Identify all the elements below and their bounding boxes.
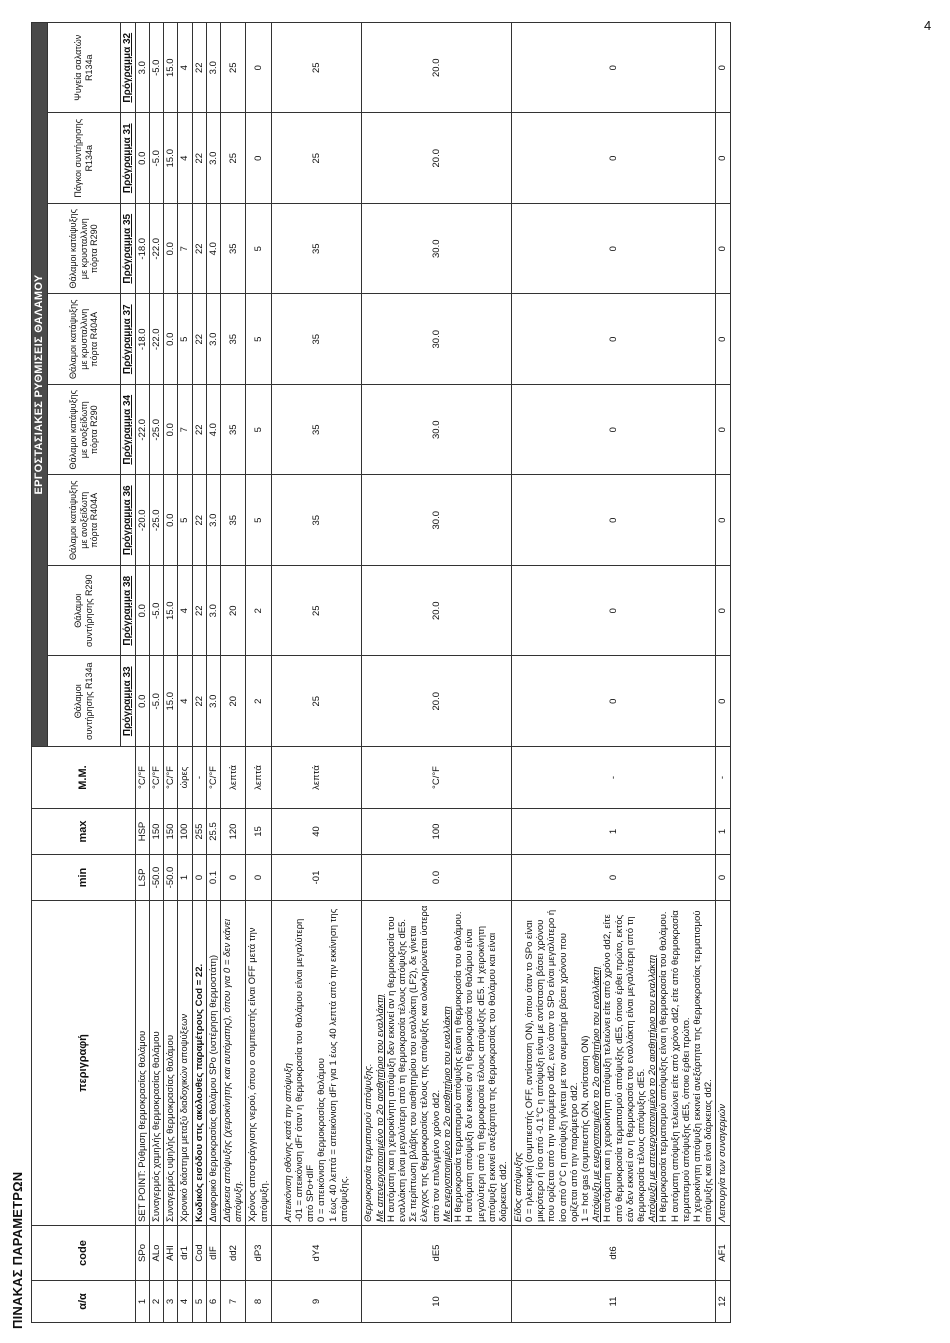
cell-program-value: 22 — [192, 204, 206, 295]
cell-program-value: 0 — [716, 22, 730, 113]
cell-program-value: 3.0 — [206, 475, 220, 566]
cell-code: dd2 — [220, 1226, 245, 1281]
header-factory-settings: ΕΡΓΟΣΤΑΣΙΑΚΕΣ ΡΥΘΜΙΣΕΙΣ ΘΑΛΑΜΟΥ — [32, 22, 48, 746]
table-row — [135, 22, 149, 1322]
cell-code: dIF — [206, 1226, 220, 1281]
cell-code: dP3 — [246, 1226, 271, 1281]
cell-min: -50.0 — [149, 855, 163, 901]
cell-unit: λεπτά — [220, 747, 245, 809]
cell-program-value: -5.0 — [149, 566, 163, 657]
cell-program-value: 20 — [220, 566, 245, 657]
cell-program-value: 0 — [511, 204, 716, 295]
cell-min: 0 — [246, 855, 271, 901]
cell-min: 1 — [178, 855, 192, 901]
cell-program-value: 4.0 — [206, 385, 220, 476]
cell-max: 40 — [271, 809, 361, 855]
cell-program-value: 22 — [192, 385, 206, 476]
cell-program-value: -25.0 — [149, 475, 163, 566]
cell-code: dt6 — [511, 1226, 716, 1281]
cell-program-value: 0.0 — [164, 475, 178, 566]
cell-unit: °C/°F — [361, 747, 511, 809]
description-line: Χρόνος αποστράγγισης νερού, όπου ο συμπιεστής είναι OFF μετά την απόψυξη. — [247, 927, 270, 1222]
description-line: Η αυτόματη και η χειροκίνητη απόψυξη τελειώνει είτε από χρόνο dd2, είτε από θερμοκρασία τερματισμού απόψυξης dE5, όποιο έρθει πρώτο, εκτός εάν δεν εκκινεί αν η θερμοκρασία του εναλλάκτη είναι μεγαλύτερη από τη θερμοκρασία τέλους απόψυξης dE5. — [602, 914, 648, 1222]
cell-min: 0 — [192, 855, 206, 901]
cell-program-value: 5 — [246, 204, 271, 295]
cell-program-value: 0 — [716, 113, 730, 204]
header-aa: α/α — [32, 1281, 136, 1323]
cell-description — [206, 901, 220, 1226]
cell-aa: 4 — [178, 1281, 192, 1323]
table-row — [164, 22, 178, 1322]
header-code: code — [32, 1226, 136, 1281]
table-row — [192, 22, 206, 1322]
description-line: Είδος απόψυξης — [512, 1152, 524, 1222]
cell-max: 15 — [246, 809, 271, 855]
cell-program-value: 35 — [220, 475, 245, 566]
program-number: Πρόγραμμα 32 — [120, 22, 135, 113]
cell-program-value: 5 — [178, 294, 192, 385]
cell-program-value: 0 — [716, 294, 730, 385]
cell-program-value: 4.0 — [206, 204, 220, 295]
cell-code: Cod — [192, 1226, 206, 1281]
cell-program-value: -22.0 — [149, 294, 163, 385]
cell-description — [135, 901, 149, 1226]
cell-program-value: 0 — [716, 204, 730, 295]
program-name: Θάλαμοι συντήρησης R134a — [47, 656, 120, 747]
cell-description — [271, 901, 361, 1226]
cell-min: 0.0 — [361, 855, 511, 901]
description-line: -01 = απεικόνιση dFr όταν η θερμοκρασία του θαλάμου είναι μεγαλύτερη από SPo+dIF — [293, 918, 317, 1222]
cell-aa: 8 — [246, 1281, 271, 1323]
cell-program-value: 0.0 — [164, 204, 178, 295]
cell-aa: 11 — [511, 1281, 716, 1323]
description-line: 0 = απεικόνιση θερμοκρασίας θαλάμου — [316, 1058, 328, 1222]
program-name: Θάλαμοι κατάψυξης με ανοξείδωτη πόρτα R290 — [47, 385, 120, 476]
cell-program-value: 35 — [220, 294, 245, 385]
parameters-table — [31, 22, 731, 1323]
cell-program-value: 3.0 — [135, 22, 149, 113]
cell-min: 0 — [511, 855, 716, 901]
cell-program-value: 22 — [192, 22, 206, 113]
cell-program-value: 0 — [511, 22, 716, 113]
cell-program-value: 0.0 — [135, 656, 149, 747]
description-line: Σε περίπτωση βλάβης του αισθητηρίου του εναλλάκτη (LF2), δε γίνεται έλεγχος της θερμοκρασίας τέλους της απόψυξης και ολοκληρώνεται ύστερα από τον επιλεγμένο χρόνο dd2. — [408, 905, 442, 1222]
cell-program-value: 3.0 — [206, 22, 220, 113]
cell-program-value: 5 — [246, 294, 271, 385]
cell-program-value: 22 — [192, 475, 206, 566]
cell-min: 0.1 — [206, 855, 220, 901]
cell-program-value: -5.0 — [149, 656, 163, 747]
cell-unit: - — [716, 747, 730, 809]
cell-program-value: 25 — [271, 656, 361, 747]
cell-unit: - — [511, 747, 716, 809]
cell-unit: °C/°F — [164, 747, 178, 809]
description-line: Συναγερμός χαμηλής θερμοκρασίας θαλάμου — [150, 1031, 162, 1222]
cell-program-value: 0 — [511, 113, 716, 204]
cell-program-value: 7 — [178, 385, 192, 476]
program-name: Θάλαμοι κατάψυξης με ανοξείδωτη πόρτα R404A — [47, 475, 120, 566]
cell-program-value: 30.0 — [361, 475, 511, 566]
cell-program-value: 25 — [271, 566, 361, 657]
cell-max: 100 — [178, 809, 192, 855]
table-row — [271, 22, 361, 1322]
program-number: Πρόγραμμα 38 — [120, 566, 135, 657]
program-number: Πρόγραμμα 37 — [120, 294, 135, 385]
cell-program-value: 4 — [178, 22, 192, 113]
cell-program-value: -22.0 — [149, 204, 163, 295]
cell-description — [246, 901, 271, 1226]
description-line: Απόψυξη με ενεργοποιημένο το 2ο αισθητήριο του εναλλάκτη — [591, 966, 603, 1222]
program-number: Πρόγραμμα 36 — [120, 475, 135, 566]
description-line: Χρονικό διάστημα μεταξύ διαδοχικών αποψύξεων — [179, 1013, 191, 1222]
cell-program-value: 0.0 — [135, 113, 149, 204]
description-line: Κωδικός εισόδου στις ακόλουθες παραμέτρους Cod = 22. — [193, 963, 205, 1222]
cell-program-value: 5 — [246, 385, 271, 476]
cell-program-value: 22 — [192, 656, 206, 747]
cell-program-value: 3.0 — [206, 294, 220, 385]
cell-program-value: 20.0 — [361, 566, 511, 657]
description-line: SET POINT: Ρύθμιση θερμοκρασίας θαλάμου — [136, 1030, 148, 1222]
cell-aa: 7 — [220, 1281, 245, 1323]
cell-code: SPo — [135, 1226, 149, 1281]
cell-program-value: -25.0 — [149, 385, 163, 476]
cell-program-value: 20 — [220, 656, 245, 747]
cell-unit: °C/°F — [149, 747, 163, 809]
cell-min: -50.0 — [164, 855, 178, 901]
cell-program-value: 15.0 — [164, 22, 178, 113]
cell-program-value: 30.0 — [361, 294, 511, 385]
description-line: Διαφορικό θερμοκρασίας θαλάμου SPo (υστέρηση θερμοστάτη) — [207, 954, 219, 1222]
cell-program-value: 35 — [271, 204, 361, 295]
cell-max: HSP — [135, 809, 149, 855]
cell-program-value: 20.0 — [361, 656, 511, 747]
cell-program-value: 4 — [178, 566, 192, 657]
description-line: Η αυτόματη και η χειροκίνητη απόψυξη δεν εκκινεί αν η θερμοκρασία του εναλλάκτη είναι μεγαλύτερη από τη θερμοκρασία τέλους απόψυξης dE5. — [385, 916, 409, 1222]
cell-program-value: 0 — [511, 294, 716, 385]
header-row-1 — [32, 22, 48, 1322]
cell-description — [220, 901, 245, 1226]
cell-program-value: 15.0 — [164, 656, 178, 747]
cell-program-value: 2 — [246, 566, 271, 657]
cell-program-value: -5.0 — [149, 113, 163, 204]
cell-max: 120 — [220, 809, 245, 855]
cell-description — [716, 901, 730, 1226]
cell-program-value: 0 — [511, 385, 716, 476]
cell-description — [361, 901, 511, 1226]
cell-program-value: 30.0 — [361, 204, 511, 295]
cell-program-value: 22 — [192, 113, 206, 204]
cell-program-value: 7 — [178, 204, 192, 295]
table-row — [716, 22, 730, 1322]
description-line: Λειτουργία των συναγερμών — [717, 1104, 729, 1222]
cell-aa: 9 — [271, 1281, 361, 1323]
cell-max: 150 — [164, 809, 178, 855]
cell-program-value: -18.0 — [135, 204, 149, 295]
cell-program-value: 0.0 — [164, 385, 178, 476]
page-title: ΠΙΝΑΚΑΣ ΠΑΡΑΜΕΤΡΩΝ — [10, 1171, 25, 1329]
cell-program-value: 35 — [271, 475, 361, 566]
page-number: 4 — [924, 18, 932, 33]
description-line: Η αυτόματη απόψυξη τελειώνει είτε από χρόνο dd2, είτε από θερμοκρασία τερματισμού απόψυξης dE5, όποιο έρθει πρώτο. — [669, 910, 692, 1222]
cell-program-value: 0 — [716, 656, 730, 747]
cell-program-value: 25 — [220, 113, 245, 204]
cell-program-value: 20.0 — [361, 22, 511, 113]
description-line: Η χειροκίνητη απόψυξη εκκινεί ανεξάρτητα της θερμοκρασίας τερματισμού απόψυξης και είναι διάρκειας dd2. — [692, 910, 715, 1222]
description-line: 1 έως 40 λεπτά = απεικόνιση dFr για 1 έως 40 λεπτά από την εκκίνηση της απόψυξης. — [327, 908, 350, 1222]
cell-min: 0 — [716, 855, 730, 901]
cell-min: -01 — [271, 855, 361, 901]
cell-aa: 5 — [192, 1281, 206, 1323]
description-line: Συναγερμός υψηλής θερμοκρασίας θαλάμου — [165, 1034, 177, 1222]
cell-max: 100 — [361, 809, 511, 855]
cell-code: ALo — [149, 1226, 163, 1281]
cell-program-value: 0 — [511, 566, 716, 657]
cell-program-value: 0 — [511, 475, 716, 566]
program-number: Πρόγραμμα 34 — [120, 385, 135, 476]
program-number: Πρόγραμμα 33 — [120, 656, 135, 747]
cell-description — [192, 901, 206, 1226]
cell-program-value: -18.0 — [135, 294, 149, 385]
cell-program-value: 2 — [246, 656, 271, 747]
cell-description — [164, 901, 178, 1226]
cell-code: AF1 — [716, 1226, 730, 1281]
cell-program-value: 15.0 — [164, 113, 178, 204]
description-line: Η θερμοκρασία τερματισμού απόψυξης είναι η θερμοκρασία του θαλάμου. Η αυτόματη απόψυξη δεν εκκινεί αν η θερμοκρασία του θαλάμου είναι μεγαλύτερη από τη θερμοκρασία τέλους απόψυξης dE5. Η χειροκίνητη απόψυξη εκκινεί ανεξάρτητα της θερμοκρασίας του θαλάμου και είναι διάρκειας dd2. — [453, 911, 509, 1222]
cell-unit: °C/°F — [135, 747, 149, 809]
table-row — [178, 22, 192, 1322]
program-number: Πρόγραμμα 31 — [120, 113, 135, 204]
cell-program-value: 15.0 — [164, 566, 178, 657]
cell-aa: 6 — [206, 1281, 220, 1323]
cell-unit: ώρες — [178, 747, 192, 809]
header-min: min — [32, 855, 136, 901]
table-row — [361, 22, 511, 1322]
cell-unit: °C/°F — [206, 747, 220, 809]
cell-unit: λεπτά — [246, 747, 271, 809]
cell-program-value: 0 — [716, 566, 730, 657]
cell-program-value: 30.0 — [361, 385, 511, 476]
cell-code: AHI — [164, 1226, 178, 1281]
cell-program-value: 3.0 — [206, 656, 220, 747]
cell-program-value: -5.0 — [149, 22, 163, 113]
cell-program-value: 0.0 — [135, 566, 149, 657]
description-line: Διάρκεια απόψυξης (χειροκίνητης και αυτόματης), όπου για 0 = δεν κάνει απόψυξη. — [221, 919, 245, 1222]
cell-program-value: 4 — [178, 656, 192, 747]
cell-program-value: 35 — [220, 204, 245, 295]
cell-program-value: 25 — [271, 113, 361, 204]
table-row — [246, 22, 271, 1322]
description-line: Η θερμοκρασία τερματισμού απόψυξης είναι η θερμοκρασία του θαλάμου. — [658, 911, 670, 1222]
description-line: Θερμοκρασία τερματισμού απόψυξης. — [363, 1063, 375, 1222]
header-max: max — [32, 809, 136, 855]
cell-program-value: 35 — [220, 385, 245, 476]
cell-program-value: 25 — [220, 22, 245, 113]
cell-program-value: 3.0 — [206, 113, 220, 204]
cell-aa: 10 — [361, 1281, 511, 1323]
cell-program-value: 22 — [192, 566, 206, 657]
cell-max: 150 — [149, 809, 163, 855]
cell-program-value: 20.0 — [361, 113, 511, 204]
cell-program-value: 0 — [511, 656, 716, 747]
cell-min: LSP — [135, 855, 149, 901]
table-row — [220, 22, 245, 1322]
header-desc: περιγραφή — [32, 901, 136, 1226]
table-row — [206, 22, 220, 1322]
cell-program-value: 0 — [716, 475, 730, 566]
cell-program-value: 0 — [716, 385, 730, 476]
program-name: Θάλαμοι κατάψυξης με κρυσταλλινη πόρτα R404A — [47, 294, 120, 385]
cell-max: 1 — [716, 809, 730, 855]
header-mm: Μ.Μ. — [32, 747, 136, 809]
cell-program-value: 35 — [271, 294, 361, 385]
table-row — [511, 22, 716, 1322]
description-line: 0 = ηλεκτρική (συμπιεστής OFF, αντίσταση ON), όπου όταν το SPo είναι μικρότερο ή ίσο από -0.1°C η απόψυξη είναι με αντίσταση βάσει χρόνου που ορίζεται από την παράμετρο dd2, ενώ όταν το SPo είναι μεγαλύτερο ή ίσο από 0°C η απόψυξη γίνεται με τον ανεμιστήρα βάσει χρόνου που ορίζεται από την παράμετρο dd2. — [524, 909, 580, 1222]
cell-max: 255 — [192, 809, 206, 855]
cell-aa: 2 — [149, 1281, 163, 1323]
cell-code: dE5 — [361, 1226, 511, 1281]
description-line: Με απενεργοποιημένο το 2ο αισθητήριο του εναλλάκτη — [374, 994, 386, 1222]
cell-min: 0 — [220, 855, 245, 901]
description-line: Απόψυξη με απενεργοποιημένο το 2ο αισθητήριο του εναλλάκτη — [647, 954, 659, 1222]
cell-program-value: 22 — [192, 294, 206, 385]
cell-program-value: 5 — [246, 475, 271, 566]
table-row — [149, 22, 163, 1322]
cell-program-value: 35 — [271, 385, 361, 476]
cell-unit: - — [192, 747, 206, 809]
program-name: Πάγκοι συντήρησης R134a — [47, 113, 120, 204]
cell-program-value: -22.0 — [135, 385, 149, 476]
cell-description — [149, 901, 163, 1226]
program-name: Θάλαμοι συντήρησης R290 — [47, 566, 120, 657]
program-name: Θάλαμοι κατάψυξης με κρυσταλλινη πόρτα R290 — [47, 204, 120, 295]
cell-max: 25.5 — [206, 809, 220, 855]
cell-program-value: 4 — [178, 113, 192, 204]
cell-unit: λεπτά — [271, 747, 361, 809]
cell-description — [511, 901, 716, 1226]
cell-program-value: -20.0 — [135, 475, 149, 566]
cell-aa: 3 — [164, 1281, 178, 1323]
description-line: Με ενεργοποιημένο το 2ο αισθητήριο του εναλλάκτη — [441, 1006, 453, 1222]
program-number: Πρόγραμμα 35 — [120, 204, 135, 295]
program-name: Ψυγεία σαλατών R134a — [47, 22, 120, 113]
cell-program-value: 0 — [246, 22, 271, 113]
cell-program-value: 3.0 — [206, 566, 220, 657]
cell-aa: 12 — [716, 1281, 730, 1323]
cell-description — [178, 901, 192, 1226]
cell-program-value: 0.0 — [164, 294, 178, 385]
parameters-table-body — [135, 22, 730, 1322]
description-line: 1 = hot gas (συμπιεστής ON, αντίσταση ON) — [580, 1035, 592, 1222]
cell-code: dr1 — [178, 1226, 192, 1281]
cell-program-value: 5 — [178, 475, 192, 566]
cell-max: 1 — [511, 809, 716, 855]
cell-program-value: 0 — [246, 113, 271, 204]
cell-aa: 1 — [135, 1281, 149, 1323]
description-line: Απεικόνιση οθόνης κατά την απόψυξη — [282, 1063, 294, 1222]
cell-code: dY4 — [271, 1226, 361, 1281]
cell-program-value: 25 — [271, 22, 361, 113]
